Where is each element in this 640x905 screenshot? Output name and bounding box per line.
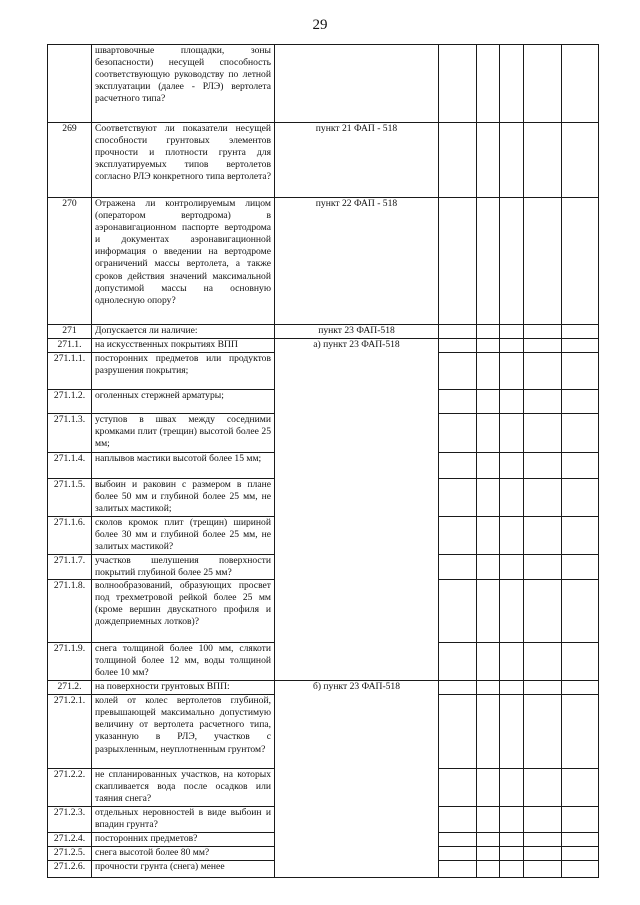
item-number: 271.1.8. xyxy=(48,580,92,643)
answer-cell xyxy=(439,833,477,847)
answer-cell xyxy=(439,339,477,353)
question-text: снега толщиной более 100 мм, слякоти толщиной более 12 мм, воды толщиной более 10 мм? xyxy=(92,643,275,681)
table-row xyxy=(48,339,599,353)
answer-cell xyxy=(439,353,477,390)
answer-cell xyxy=(439,123,477,198)
answer-cell xyxy=(524,479,562,517)
answer-cell xyxy=(524,325,562,339)
answer-cell xyxy=(477,479,500,517)
answer-cell xyxy=(562,414,599,453)
answer-cell xyxy=(500,861,524,878)
answer-cell xyxy=(500,479,524,517)
answer-cell xyxy=(500,390,524,414)
answer-cell xyxy=(562,833,599,847)
item-number: 271.2. xyxy=(48,681,92,695)
answer-cell xyxy=(439,453,477,479)
answer-cell xyxy=(500,339,524,353)
answer-cell xyxy=(524,339,562,353)
answer-cell xyxy=(562,807,599,833)
answer-cell xyxy=(477,643,500,681)
question-text: прочности грунта (снега) менее xyxy=(92,861,275,878)
answer-cell xyxy=(524,453,562,479)
answer-cell xyxy=(562,479,599,517)
answer-cell xyxy=(477,325,500,339)
answer-cell xyxy=(562,339,599,353)
answer-cell xyxy=(524,807,562,833)
question-text: посторонних предметов? xyxy=(92,833,275,847)
answer-cell xyxy=(500,847,524,861)
legal-reference: пункт 22 ФАП - 518 xyxy=(275,198,439,325)
answer-cell xyxy=(477,807,500,833)
item-number: 271 xyxy=(48,325,92,339)
answer-cell xyxy=(524,769,562,807)
answer-cell xyxy=(562,580,599,643)
question-text: Допускается ли наличие: xyxy=(92,325,275,339)
answer-cell xyxy=(500,807,524,833)
question-text: колей от колес вертолетов глубиной, превышающей максимально допустимую величину от вертолета расчетного типа, указанную в РЛЭ, участков с разрыхленным, неуплотненным грунтом? xyxy=(92,695,275,769)
item-number: 269 xyxy=(48,123,92,198)
answer-cell xyxy=(500,643,524,681)
item-number: 271.2.5. xyxy=(48,847,92,861)
answer-cell xyxy=(524,198,562,325)
item-number: 271.1.4. xyxy=(48,453,92,479)
answer-cell xyxy=(524,695,562,769)
answer-cell xyxy=(562,681,599,695)
answer-cell xyxy=(524,555,562,580)
answer-cell xyxy=(477,681,500,695)
answer-cell xyxy=(562,861,599,878)
answer-cell xyxy=(500,453,524,479)
item-number: 271.2.1. xyxy=(48,695,92,769)
answer-cell xyxy=(439,390,477,414)
answer-cell xyxy=(439,847,477,861)
table-row xyxy=(48,681,599,695)
answer-cell xyxy=(562,390,599,414)
answer-cell xyxy=(524,847,562,861)
answer-cell xyxy=(439,769,477,807)
answer-cell xyxy=(439,414,477,453)
answer-cell xyxy=(500,833,524,847)
answer-cell xyxy=(500,695,524,769)
answer-cell xyxy=(439,198,477,325)
answer-cell xyxy=(439,861,477,878)
question-text: сколов кромок плит (трещин) шириной более 30 мм и глубиной более 25 мм, не залитых мастикой? xyxy=(92,517,275,555)
item-number: 271.2.4. xyxy=(48,833,92,847)
answer-cell xyxy=(562,769,599,807)
answer-cell xyxy=(477,833,500,847)
answer-cell xyxy=(477,353,500,390)
table-row xyxy=(48,45,599,123)
question-text: участков шелушения поверхности покрытий глубиной более 25 мм? xyxy=(92,555,275,580)
answer-cell xyxy=(524,681,562,695)
answer-cell xyxy=(524,123,562,198)
answer-cell xyxy=(562,643,599,681)
question-text: швартовочные площадки, зоны безопасности) несущей способность соответствующую руководству по летной эксплуатации (далее - РЛЭ) вертолета расчетного типа? xyxy=(92,45,275,123)
question-text: отдельных неровностей в виде выбоин и впадин грунта? xyxy=(92,807,275,833)
question-text: посторонних предметов или продуктов разрушения покрытия; xyxy=(92,353,275,390)
answer-cell xyxy=(477,339,500,353)
item-number: 270 xyxy=(48,198,92,325)
answer-cell xyxy=(500,769,524,807)
answer-cell xyxy=(524,390,562,414)
answer-cell xyxy=(500,353,524,390)
answer-cell xyxy=(562,123,599,198)
item-number: 271.1.7. xyxy=(48,555,92,580)
answer-cell xyxy=(562,45,599,123)
answer-cell xyxy=(500,555,524,580)
answer-cell xyxy=(524,414,562,453)
table-row xyxy=(48,123,599,198)
answer-cell xyxy=(524,833,562,847)
answer-cell xyxy=(500,45,524,123)
item-number: 271.1.3. xyxy=(48,414,92,453)
answer-cell xyxy=(439,643,477,681)
item-number: 271.1.6. xyxy=(48,517,92,555)
answer-cell xyxy=(562,325,599,339)
answer-cell xyxy=(439,681,477,695)
answer-cell xyxy=(524,353,562,390)
answer-cell xyxy=(500,681,524,695)
answer-cell xyxy=(439,325,477,339)
answer-cell xyxy=(562,353,599,390)
answer-cell xyxy=(439,555,477,580)
answer-cell xyxy=(524,580,562,643)
answer-cell xyxy=(477,517,500,555)
question-text: не спланированных участков, на которых скапливается вода после осадков или таяния снега? xyxy=(92,769,275,807)
table-row xyxy=(48,325,599,339)
answer-cell xyxy=(500,123,524,198)
answer-cell xyxy=(439,479,477,517)
question-text: снега высотой более 80 мм? xyxy=(92,847,275,861)
question-text: на поверхности грунтовых ВПП: xyxy=(92,681,275,695)
answer-cell xyxy=(477,390,500,414)
legal-reference: пункт 23 ФАП-518 xyxy=(275,325,439,339)
answer-cell xyxy=(477,847,500,861)
answer-cell xyxy=(477,45,500,123)
answer-cell xyxy=(500,325,524,339)
answer-cell xyxy=(439,695,477,769)
answer-cell xyxy=(562,198,599,325)
checklist-table xyxy=(47,44,599,878)
answer-cell xyxy=(562,517,599,555)
item-number: 271.1.9. xyxy=(48,643,92,681)
answer-cell xyxy=(439,580,477,643)
answer-cell xyxy=(477,580,500,643)
legal-reference: б) пункт 23 ФАП-518 xyxy=(275,681,439,878)
item-number: 271.1.1. xyxy=(48,353,92,390)
answer-cell xyxy=(477,861,500,878)
question-text: оголенных стержней арматуры; xyxy=(92,390,275,414)
question-text: Отражена ли контролируемым лицом (оператором вертодрома) в аэронавигационном паспорте вертодрома и документах аэронавигационной информация о введении на вертодроме ограничений массы вертолета, а также сроков действия значений максимальной допустимой массы на основную однолесную опору? xyxy=(92,198,275,325)
question-text: волнообразований, образующих просвет под трехметровой рейкой более 25 мм (кроме вершин двускатного профиля и дождеприемных лотков)? xyxy=(92,580,275,643)
answer-cell xyxy=(477,769,500,807)
answer-cell xyxy=(524,517,562,555)
answer-cell xyxy=(500,517,524,555)
question-text: выбоин и раковин с размером в плане более 50 мм и глубиной более 25 мм, не залитых мастикой; xyxy=(92,479,275,517)
answer-cell xyxy=(477,453,500,479)
item-number: 271.2.2. xyxy=(48,769,92,807)
answer-cell xyxy=(562,847,599,861)
item-number: 271.1. xyxy=(48,339,92,353)
answer-cell xyxy=(477,123,500,198)
answer-cell xyxy=(477,695,500,769)
answer-cell xyxy=(562,555,599,580)
question-text: уступов в швах между соседними кромками плит (трещин) высотой более 25 мм; xyxy=(92,414,275,453)
answer-cell xyxy=(562,695,599,769)
answer-cell xyxy=(524,861,562,878)
answer-cell xyxy=(524,45,562,123)
item-number: 271.1.2. xyxy=(48,390,92,414)
answer-cell xyxy=(439,807,477,833)
question-text: Соответствуют ли показатели несущей способности грунтовых элементов прочности и плотности грунта для эксплуатируемых типов вертолетов согласно РЛЭ конкретного типа вертолета? xyxy=(92,123,275,198)
answer-cell xyxy=(500,580,524,643)
item-number: 271.2.6. xyxy=(48,861,92,878)
answer-cell xyxy=(439,517,477,555)
answer-cell xyxy=(439,45,477,123)
question-text: на искусственных покрытиях ВПП xyxy=(92,339,275,353)
item-number: 271.1.5. xyxy=(48,479,92,517)
page-number: 29 xyxy=(312,17,328,33)
legal-reference xyxy=(275,45,439,123)
table-row xyxy=(48,198,599,325)
answer-cell xyxy=(562,453,599,479)
item-number: 271.2.3. xyxy=(48,807,92,833)
answer-cell xyxy=(524,643,562,681)
item-number xyxy=(48,45,92,123)
answer-cell xyxy=(477,414,500,453)
answer-cell xyxy=(500,198,524,325)
answer-cell xyxy=(477,198,500,325)
answer-cell xyxy=(477,555,500,580)
answer-cell xyxy=(500,414,524,453)
legal-reference: а) пункт 23 ФАП-518 xyxy=(275,339,439,681)
legal-reference: пункт 21 ФАП - 518 xyxy=(275,123,439,198)
question-text: наплывов мастики высотой более 15 мм; xyxy=(92,453,275,479)
